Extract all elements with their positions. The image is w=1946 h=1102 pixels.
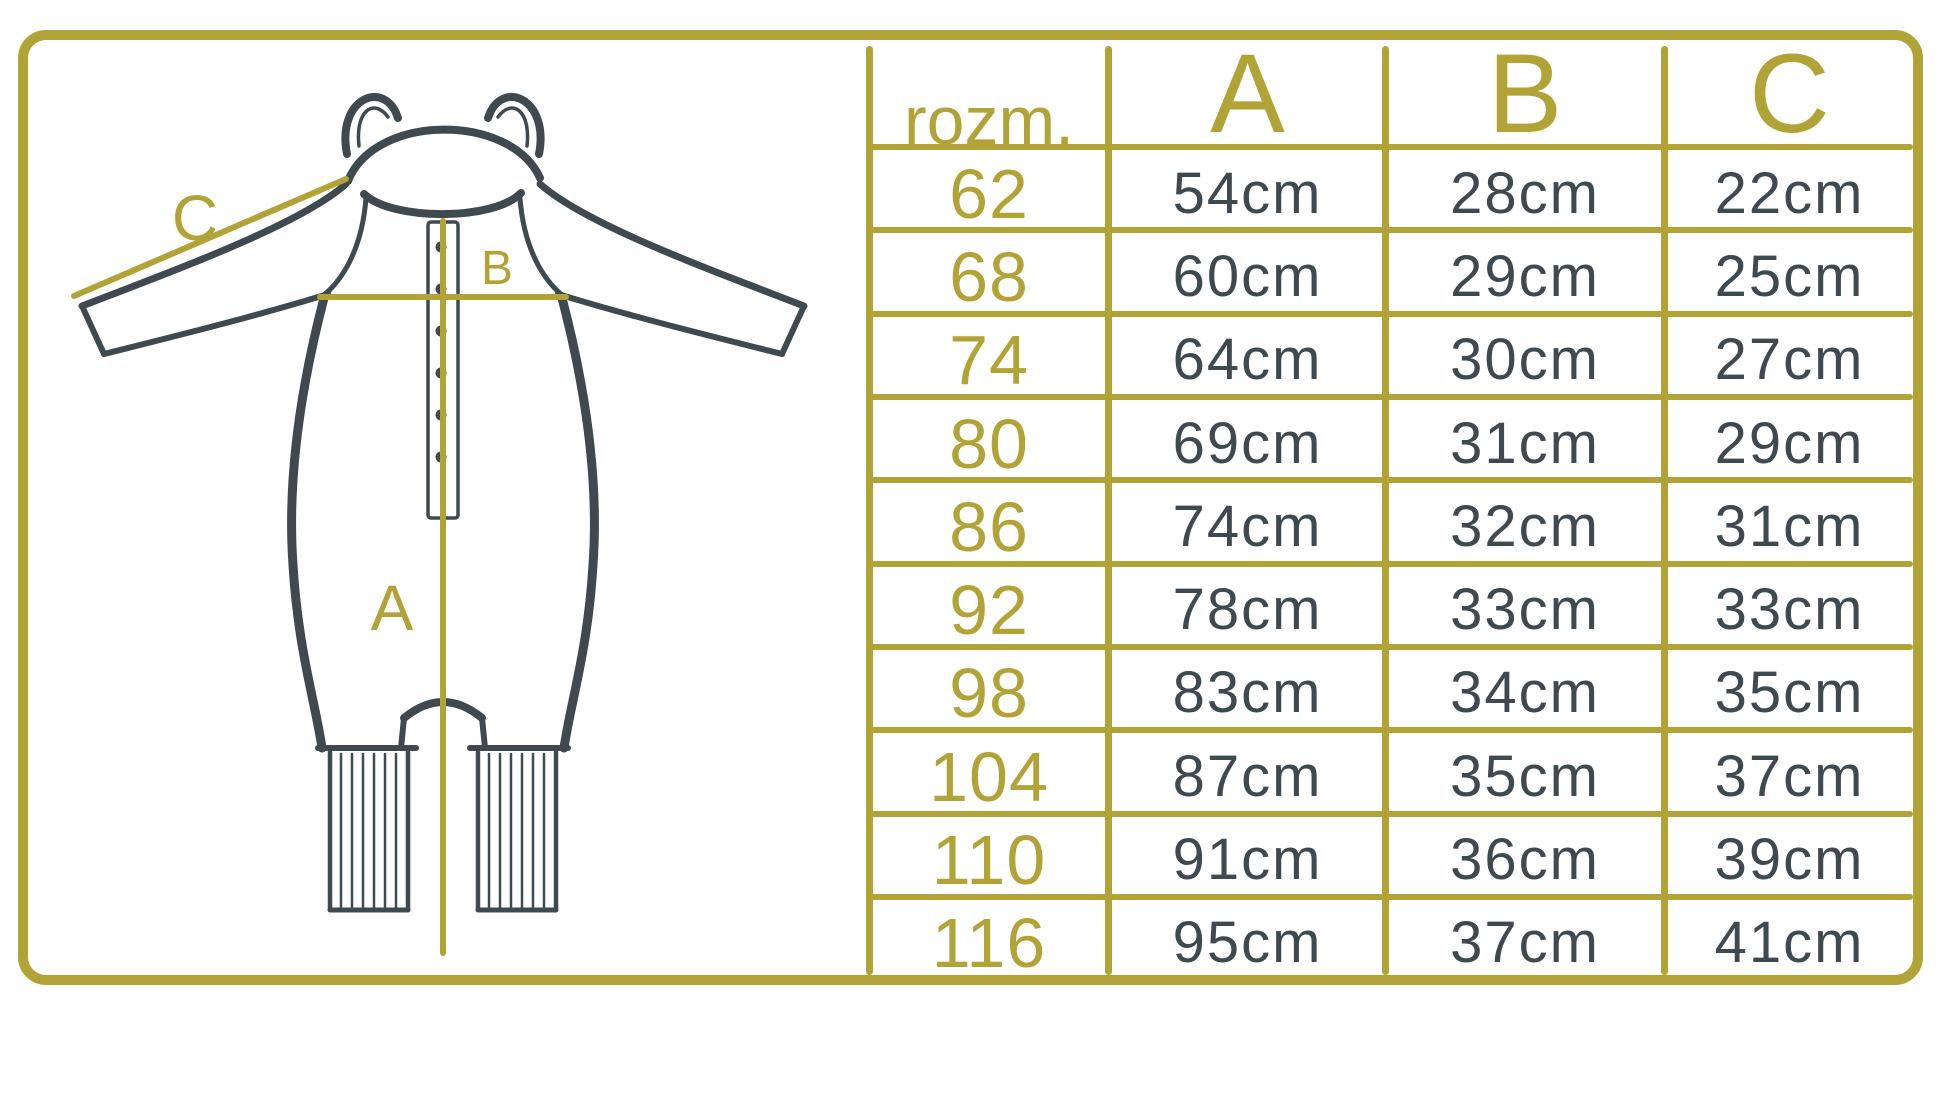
diagram-label-c: C <box>171 182 219 254</box>
value-cell-b: 31cm <box>1450 410 1600 476</box>
value-cell-b: 37cm <box>1450 910 1600 976</box>
value-cell-a: 83cm <box>1172 660 1323 726</box>
table-header-c: C <box>1749 30 1830 156</box>
table-header-b: B <box>1487 30 1563 156</box>
value-cell-b: 32cm <box>1450 493 1600 559</box>
value-cell-c: 33cm <box>1714 577 1865 643</box>
value-cell-c: 35cm <box>1714 660 1865 726</box>
value-cell-b: 33cm <box>1450 577 1600 643</box>
value-cell-c: 29cm <box>1714 410 1865 476</box>
size-cell: 98 <box>949 654 1029 733</box>
size-cell: 86 <box>949 487 1029 566</box>
value-cell-a: 64cm <box>1172 327 1323 393</box>
value-cell-b: 29cm <box>1450 243 1600 309</box>
size-cell: 92 <box>949 571 1029 650</box>
value-cell-a: 91cm <box>1172 827 1323 893</box>
size-chart-table <box>869 30 1915 983</box>
size-cell: 116 <box>931 904 1047 983</box>
table-header-size: rozm. <box>904 82 1074 159</box>
value-cell-a: 69cm <box>1172 410 1323 476</box>
value-cell-a: 78cm <box>1172 577 1323 643</box>
value-cell-b: 30cm <box>1450 327 1600 393</box>
size-cell: 68 <box>949 237 1029 316</box>
value-cell-c: 37cm <box>1714 743 1865 809</box>
size-cell: 104 <box>929 737 1049 816</box>
size-cell: 110 <box>931 821 1047 900</box>
value-cell-c: 41cm <box>1714 910 1865 976</box>
value-cell-a: 60cm <box>1172 243 1323 309</box>
value-cell-a: 87cm <box>1172 743 1323 809</box>
right-sleeve <box>540 184 804 306</box>
left-ear-icon <box>345 97 398 154</box>
value-cell-b: 35cm <box>1450 743 1600 809</box>
diagram-label-a: A <box>370 572 414 644</box>
value-cell-b: 34cm <box>1450 660 1600 726</box>
right-ribbed-cuff <box>478 752 556 910</box>
value-cell-a: 74cm <box>1172 493 1323 559</box>
size-cell: 74 <box>949 321 1029 400</box>
value-cell-c: 39cm <box>1714 827 1865 893</box>
value-cell-c: 25cm <box>1714 243 1865 309</box>
value-cell-c: 31cm <box>1714 493 1865 559</box>
value-cell-c: 22cm <box>1714 160 1865 226</box>
value-cell-a: 95cm <box>1172 910 1323 976</box>
left-ribbed-cuff <box>330 752 408 910</box>
garment-diagram <box>0 0 880 1000</box>
table-header-a: A <box>1210 30 1285 156</box>
value-cell-a: 54cm <box>1172 160 1323 226</box>
diagram-label-b: B <box>480 242 514 295</box>
neckline <box>364 193 521 214</box>
hood-outline <box>348 130 540 181</box>
size-cell: 80 <box>949 404 1029 483</box>
value-cell-b: 36cm <box>1450 827 1600 893</box>
size-cell: 62 <box>949 154 1029 233</box>
value-cell-c: 27cm <box>1714 327 1865 393</box>
left-side-seam <box>292 298 324 748</box>
value-cell-b: 28cm <box>1450 160 1600 226</box>
right-side-seam <box>562 298 594 748</box>
